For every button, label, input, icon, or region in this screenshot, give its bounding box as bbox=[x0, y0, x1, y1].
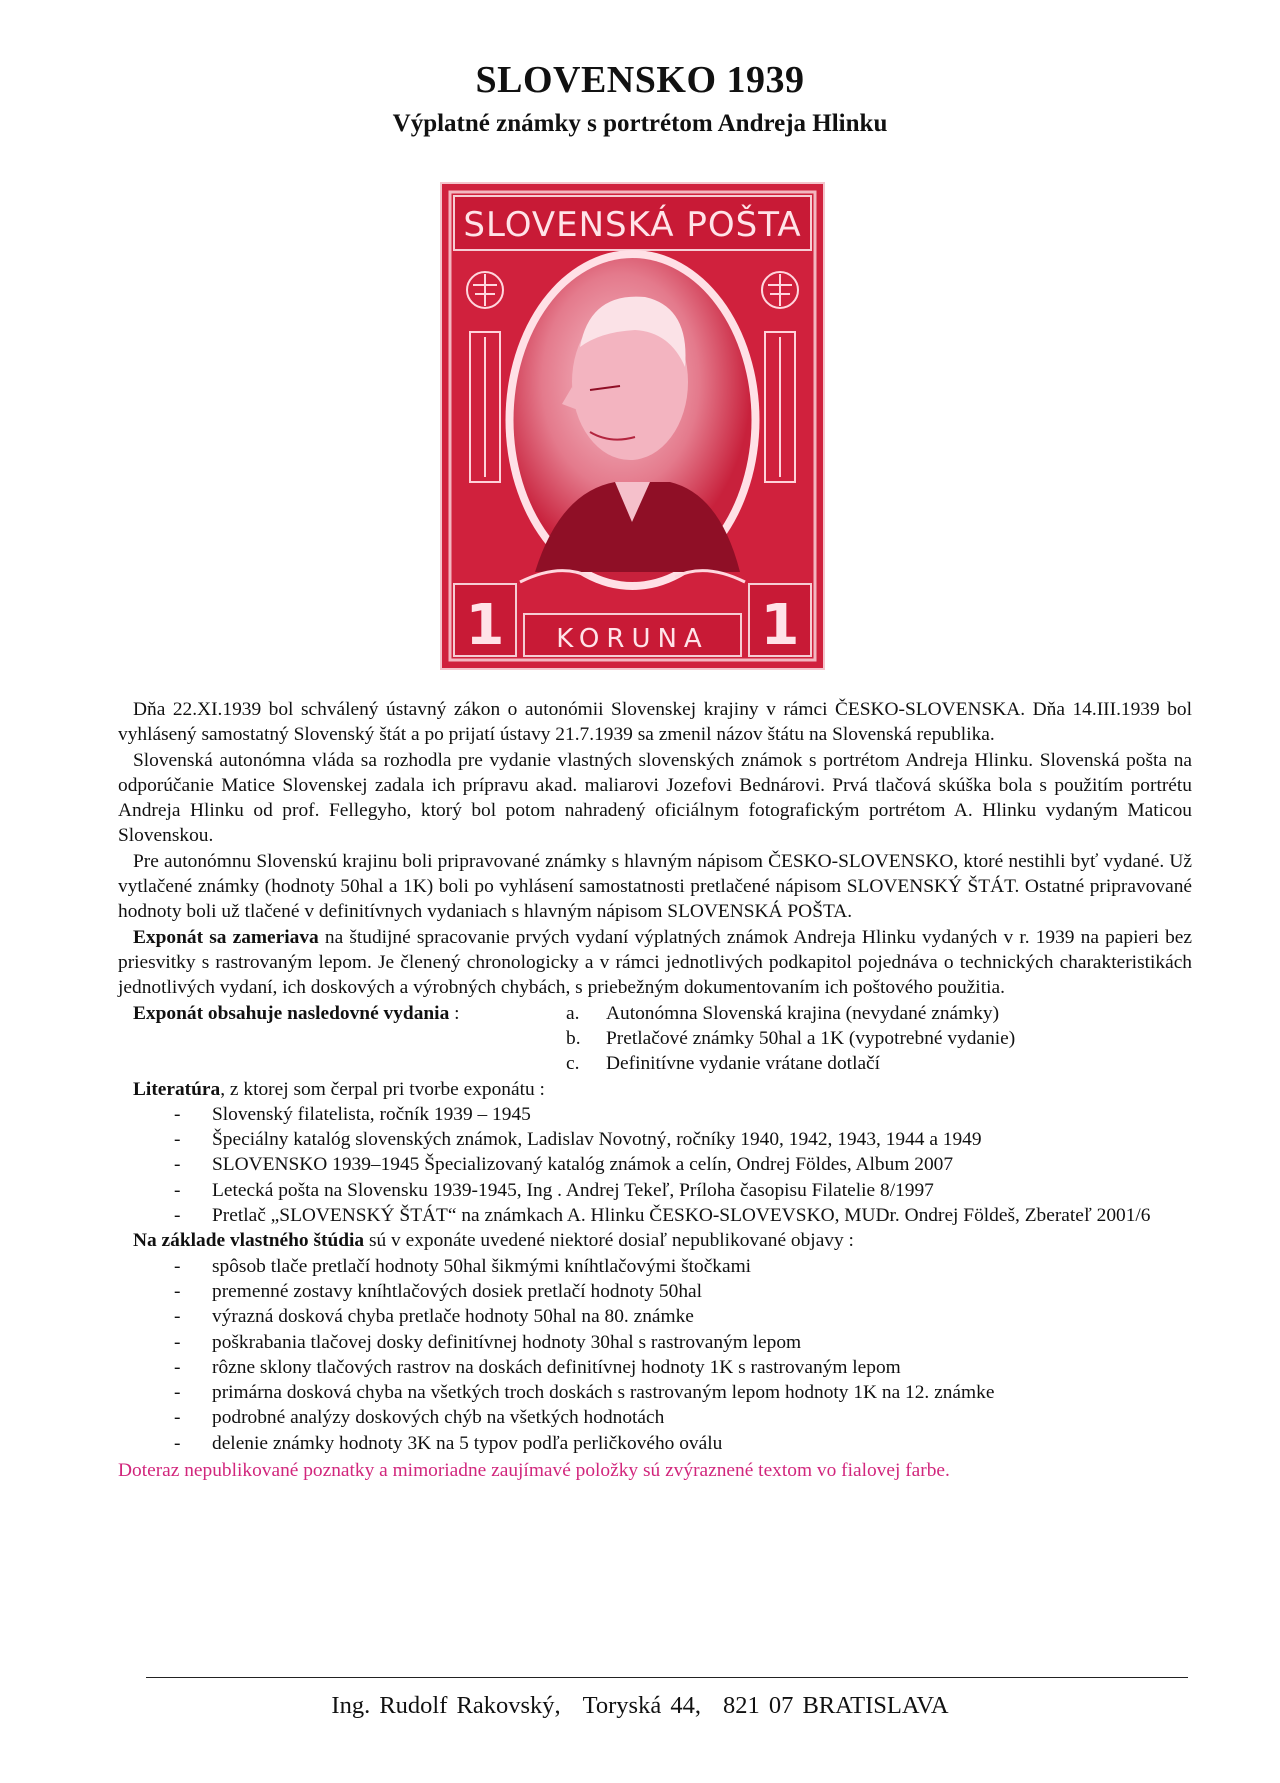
findings-item: - podrobné analýzy doskových chýb na všetkých hodnotách bbox=[174, 1405, 1192, 1430]
findings-item: - spôsob tlače pretlačí hodnoty 50hal šikmými kníhtlačovými štočkami bbox=[174, 1254, 1192, 1279]
exhibit-focus-text: na študijné spracovanie prvých vydaní výplatných známok Andreja Hlinku vydaných v r. 1939 na papieri bez priesvitky s rastrovaným lepom. Je členený chronologicky a v rámci jednotlivých podkapitol pojednáva o technických charakteristikách jednotlivých vydaní, ich doskových a výrobných chybách, s priebežným dokumentovaním ich poštového použitia. bbox=[118, 926, 1192, 999]
author-address bbox=[0, 1692, 1280, 1720]
literature-heading bbox=[118, 1077, 1192, 1102]
page-subtitle: Výplatné známky s portrétom Andreja Hlinku bbox=[392, 110, 888, 137]
findings-list bbox=[118, 1254, 1192, 1456]
contents-heading: Exponát obsahuje nasledovné vydania bbox=[133, 1002, 450, 1024]
author-name: Ing. Rudolf Rakovský, bbox=[331, 1692, 561, 1719]
contents-colon: : bbox=[449, 1002, 460, 1024]
intro-paragraph: Slovenská autonómna vláda sa rozhodla pre vydanie vlastných slovenských známok s portrétom Andreja Hlinku. Slovenská pošta na odporúčanie Matice Slovenskej zadala ich prípravu akad. maliarovi Jozefovi Bednárovi. Prvá tlačová skúška bola s použitím portrétu Andreja Hlinku od prof. Fellegyho, ktorý bol potom nahradený oficiálnym fotografickým portrétom A. Hlinku vydaným Maticou Slovenskou. bbox=[118, 749, 1192, 847]
findings-item: - výrazná dosková chyba pretlače hodnoty 50hal na 80. známke bbox=[174, 1304, 1192, 1329]
literature-item: - Slovenský filatelista, ročník 1939 – 1945 bbox=[174, 1102, 1192, 1127]
findings-heading bbox=[118, 1228, 1192, 1253]
portrait-stamp-icon bbox=[440, 182, 825, 670]
author-city: 821 07 BRATISLAVA bbox=[722, 1692, 949, 1719]
contents-item-key: a. bbox=[566, 1002, 580, 1024]
page-title: SLOVENSKO 1939 bbox=[475, 59, 805, 101]
stamp-denomination: KORUNA bbox=[556, 624, 709, 654]
contents-item-text: Pretlačové známky 50hal a 1K (vypotrebné vydanie) bbox=[606, 1027, 1016, 1049]
contents-item bbox=[566, 1051, 1015, 1076]
contents-item-text: Autonómna Slovenská krajina (nevydané známky) bbox=[606, 1002, 1000, 1024]
literature-lead-rest: , z ktorej som čerpal pri tvorbe exponátu : bbox=[220, 1078, 545, 1100]
stamp-value-right: 1 bbox=[760, 593, 800, 658]
findings-item: - primárna dosková chyba na všetkých troch doskách s rastrovaným lepom hodnoty 1K na 12. známke bbox=[174, 1380, 1192, 1405]
highlight-note: Doteraz nepublikované poznatky a mimoriadne zaujímavé položky sú zvýraznené textom vo fialovej farbe. bbox=[118, 1460, 950, 1482]
contents-item-key: c. bbox=[566, 1053, 580, 1075]
findings-item: - delenie známky hodnoty 3K na 5 typov podľa perličkového oválu bbox=[174, 1431, 1192, 1456]
intro-paragraph: Pre autonómnu Slovenskú krajinu boli pripravované známky s hlavným nápisom ČESKO-SLOVENSKO, ktoré nestihli byť vydané. Už vytlačené známky (hodnoty 50hal a 1K) boli po vyhlásení samostatnosti pretlačené nápisom SLOVENSKÝ ŠTÁT. Ostatné pripravované hodnoty boli už tlačené v definitívnych vydaniach s hlavným nápisom SLOVENSKÁ POŠTA. bbox=[118, 850, 1192, 923]
literature-item: - Letecká pošta na Slovensku 1939-1945, Ing . Andrej Tekeľ, Príloha časopisu Filatelie 8/1997 bbox=[174, 1178, 1192, 1203]
literature-item: - Pretlač „SLOVENSKÝ ŠTÁT“ na známkach A. Hlinku ČESKO-SLOVEVSKO, MUDr. Ondrej Földeš, Zberateľ 2001/6 bbox=[174, 1203, 1192, 1228]
stamp-top-text: SLOVENSKÁ POŠTA bbox=[463, 205, 802, 245]
contents-item bbox=[566, 1001, 1015, 1026]
findings-item: - premenné zostavy kníhtlačových dosiek pretlačí hodnoty 50hal bbox=[174, 1279, 1192, 1304]
literature-item: - SLOVENSKO 1939–1945 Špecializovaný katalóg známok a celín, Ondrej Földes, Album 2007 bbox=[174, 1152, 1192, 1177]
findings-item: - poškrabania tlačovej dosky definitívnej hodnoty 30hal s rastrovaným lepom bbox=[174, 1330, 1192, 1355]
literature-list bbox=[118, 1102, 1192, 1228]
document-body bbox=[118, 697, 1192, 1483]
exhibit-contents bbox=[118, 1001, 1192, 1077]
footer-divider bbox=[146, 1677, 1188, 1678]
contents-item bbox=[566, 1026, 1015, 1051]
literature-lead: Literatúra bbox=[133, 1078, 221, 1100]
contents-item-text: Definitívne vydanie vrátane dotlačí bbox=[606, 1053, 881, 1075]
contents-item-key: b. bbox=[566, 1027, 581, 1049]
stamp-value-left: 1 bbox=[465, 593, 505, 658]
literature-item: - Špeciálny katalóg slovenských známok, Ladislav Novotný, ročníky 1940, 1942, 1943, 1944 a 1949 bbox=[174, 1127, 1192, 1152]
findings-lead-rest: sú v exponáte uvedené niektoré dosiaľ nepublikované objavy : bbox=[364, 1230, 854, 1252]
exhibit-focus-lead: Exponát sa zameriava bbox=[133, 926, 319, 948]
findings-item: - rôzne sklony tlačových rastrov na doskách definitívnej hodnoty 1K s rastrovaným lepom bbox=[174, 1355, 1192, 1380]
intro-paragraph: Dňa 22.XI.1939 bol schválený ústavný zákon o autonómii Slovenskej krajiny v rámci ČESKO-SLOVENSKA. Dňa 14.III.1939 bol vyhlásený samostatný Slovenský štát a po prijatí ústavy 21.7.1939 sa zmenil názov štátu na Slovenská republika. bbox=[118, 699, 1192, 746]
findings-lead: Na základe vlastného štúdia bbox=[133, 1230, 365, 1252]
author-street: Toryská 44, bbox=[582, 1692, 701, 1719]
intro-paragraph bbox=[118, 925, 1192, 1001]
